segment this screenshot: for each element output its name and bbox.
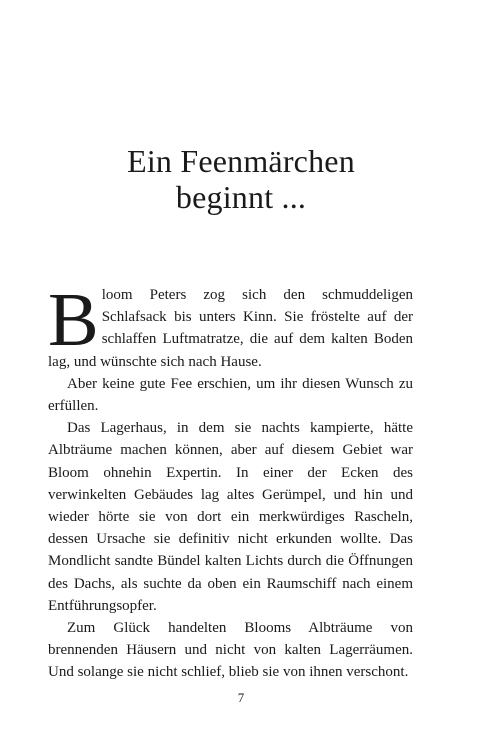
chapter-title-line-1: Ein Feenmärchen [127,143,355,179]
chapter-title [0,143,482,215]
paragraph-4: Zum Glück handelten Blooms Albträume von brennenden Häusern und nicht von kalten Lagerräumen. Und solange sie nicht schlief, blieb sie von ihnen verschont. [48,620,413,681]
drop-cap: B [48,278,99,362]
paragraph-1-text: loom Peters zog sich den schmuddeligen Schlafsack bis unters Kinn. Sie fröstelte auf der schlaffen Luftmatratze, die auf dem kalten Boden lag, und wünschte sich nach Hause. [48,287,413,370]
paragraph-2: Aber keine gute Fee erschien, um ihr diesen Wunsch zu erfüllen. [48,375,413,415]
paragraph-1 [48,278,413,373]
chapter-title-line-2: beginnt ... [175,179,307,215]
page-number: 7 [237,690,245,705]
chapter-body [48,278,413,684]
paragraph-3: Das Lagerhaus, in dem sie nachts kampierte, hätte Albträume machen können, aber auf diesem Gebiet war Bloom ohnehin Expertin. In einer der Ecken des verwinkelten Gebäudes lag altes Gerümpel, und hin und wieder hörte sie von dort ein merkwürdiges Rascheln, dessen Ursache sie definitiv nicht erkunden wollte. Das Mondlicht sandte Bündel kalten Lichts durch die Öffnungen des Dachs, als suchte da oben ein Raumschiff nach einem Entführungsopfer. [48,420,413,614]
